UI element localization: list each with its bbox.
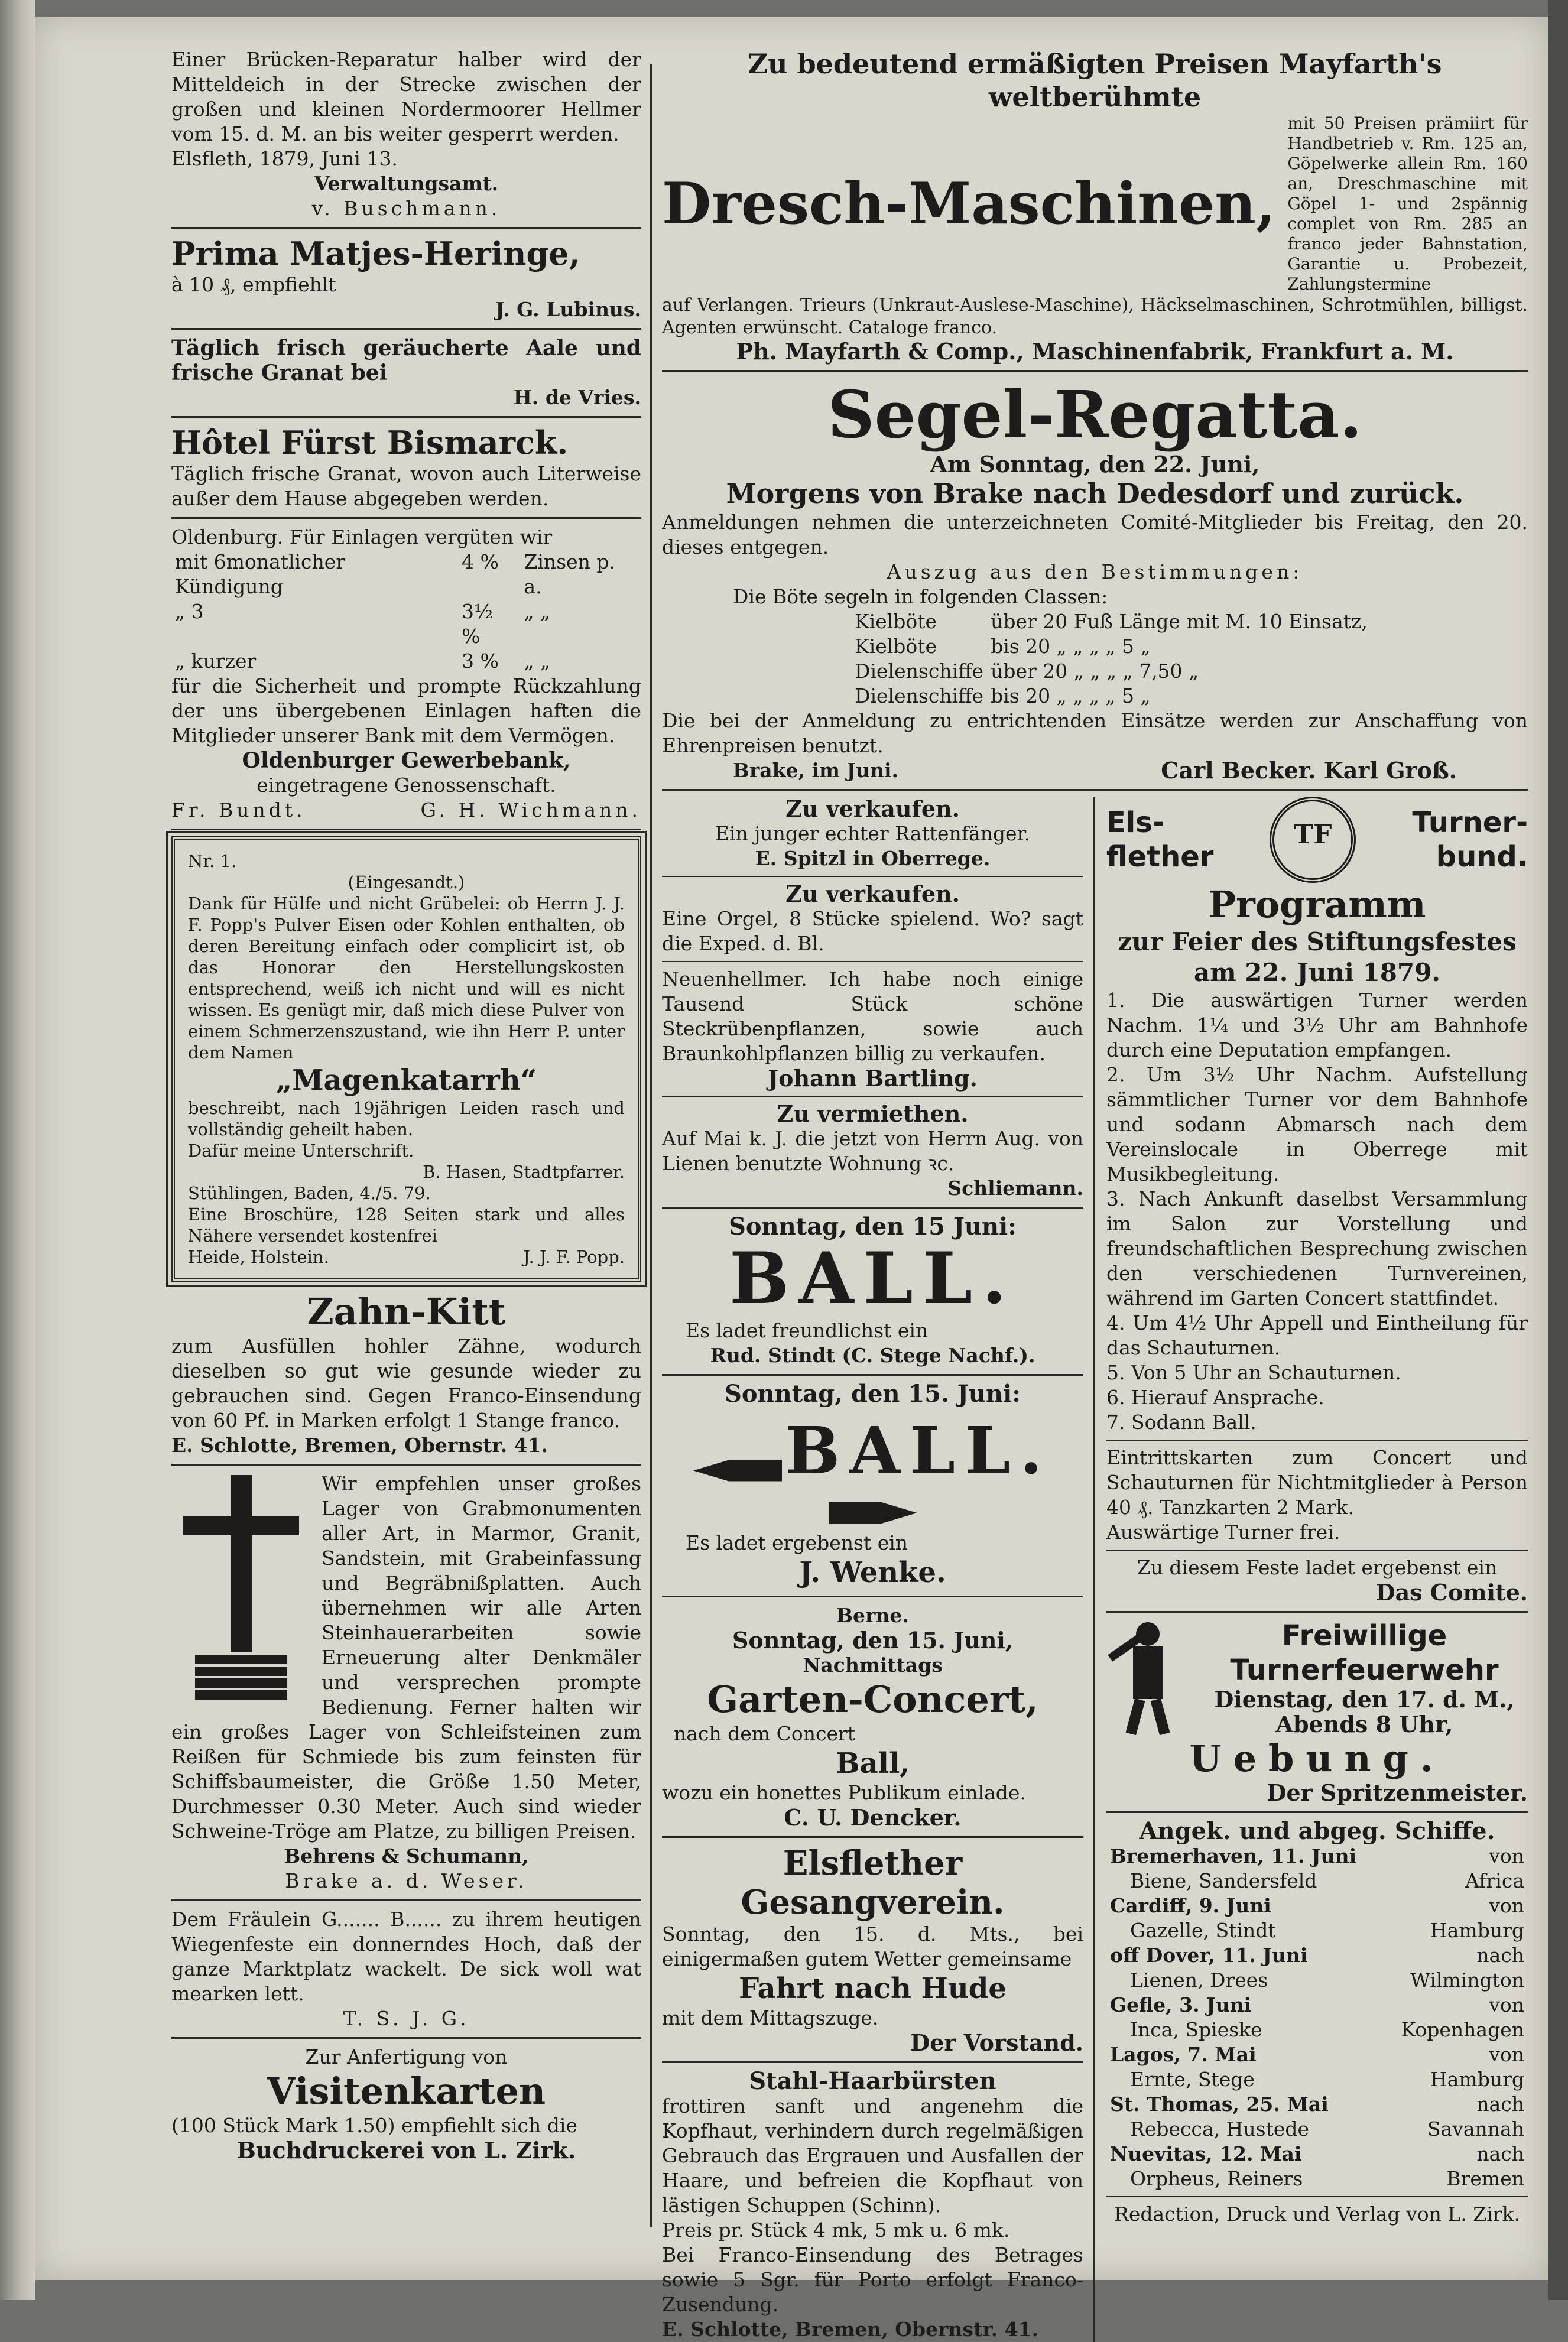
boxed-advert bbox=[171, 836, 641, 1282]
regatta-footer bbox=[662, 758, 1528, 783]
table-row bbox=[1106, 2166, 1528, 2191]
table-cell: Cardiff, 9. Juni bbox=[1110, 1894, 1271, 1917]
table-row bbox=[1106, 1869, 1528, 1893]
turner-header bbox=[1106, 797, 1528, 883]
boxed-foot1: Heide, Holstein. bbox=[188, 1247, 329, 1267]
bruecke-text: Einer Brücken-Reparatur halber wird der Mitteldeich in der Strecke zwischen der großen und kleinen Nordermoorer Hellmer vom 15. d. M. an bis weiter gesperrt werden. bbox=[171, 48, 641, 145]
bank-head: Oldenburg. Für Einlagen vergüten wir bbox=[171, 525, 553, 548]
table-cell: über 20 „ „ „ „ 7,50 „ bbox=[991, 660, 1199, 683]
table-cell: von bbox=[1489, 1993, 1524, 2016]
turner-right-words bbox=[1412, 805, 1528, 874]
bank-sig2: G. H. Wichmann. bbox=[420, 798, 641, 821]
turner-l2: flether bbox=[1106, 840, 1214, 873]
table-cell: mit 6monatlicher Kündigung bbox=[175, 550, 346, 598]
table-cell: Gazelle, Stindt bbox=[1130, 1919, 1276, 1942]
divider bbox=[171, 416, 641, 418]
page-edge-left bbox=[0, 0, 35, 2300]
fraeulein-text: Dem Fräulein G....... B...... zu ihrem heutigen Wiegenfeste ein donnerndes Hoch, daß der ganze Marktplatz wackelt. De sick woll wat mearken lett. bbox=[171, 1908, 641, 2005]
feuerwehr-t2: Turnerfeuerwehr bbox=[1230, 1654, 1499, 1687]
table-cell: Dielenschiffe bbox=[855, 684, 984, 707]
stahl-title: Stahl-Haarbürsten bbox=[749, 2067, 996, 2095]
feuerwehr-sign: Der Spritzenmeister. bbox=[1267, 1779, 1528, 1806]
ball2-date: Sonntag, den 15. Juni: bbox=[725, 1380, 1021, 1408]
regatta-text: Anmeldungen nehmen die unterzeichneten Comité-Mitglieder bis Freitag, den 20. dieses entgegen. bbox=[662, 511, 1528, 558]
vermiet-title: Zu vermiethen. bbox=[777, 1100, 969, 1127]
verkauf1-title: Zu verkaufen. bbox=[785, 795, 960, 822]
ball1-title: BALL. bbox=[729, 1237, 1017, 1320]
feuerwehr-time: Abends 8 Uhr, bbox=[1275, 1711, 1453, 1737]
divider bbox=[171, 517, 641, 519]
cross-icon bbox=[171, 1475, 313, 1700]
fraeulein-sign: T. S. J. G. bbox=[343, 2007, 470, 2030]
divider bbox=[171, 2037, 641, 2039]
boxed-sign: B. Hasen, Stadtpfarrer. bbox=[423, 1162, 625, 1182]
table-cell: Kielböte bbox=[855, 635, 937, 658]
stahl-text: frottiren sanft und angenehm die Kopfhaut, verhindern durch regelmäßigen Gebrauch das Ergrauen und Ausfallen der Haare, und befreien die Kopfhaut von lästigen Schuppen (Schinn). bbox=[662, 2094, 1083, 2217]
kitt-sign: E. Schlotte, Bremen, Obernstr. 41. bbox=[171, 1434, 548, 1457]
table-cell: von bbox=[1489, 2043, 1524, 2066]
boxed-thanks: Dafür meine Unterschrift. bbox=[188, 1141, 414, 1161]
ball1-sign: Rud. Stindt (C. Stege Nachf.). bbox=[710, 1344, 1035, 1367]
divider bbox=[662, 370, 1528, 372]
divider bbox=[1106, 1440, 1528, 1441]
newspaper-page bbox=[35, 17, 1548, 2341]
table-cell: von bbox=[1489, 1894, 1524, 1917]
turner-sign: Das Comite. bbox=[1375, 1579, 1528, 1606]
kitt-text: zum Ausfüllen hohler Zähne, wodurch dieselben so gut wie gesunde wieder zu gebrauchen sind. Gegen Franco-Einsendung von 60 Pf. in Marken erfolgt 1 Stange franco. bbox=[171, 1334, 641, 1432]
fireman-icon bbox=[1106, 1619, 1195, 1737]
boxed-text3: Eine Broschüre, 128 Seiten stark und alles Nähere versendet kostenfrei bbox=[188, 1204, 625, 1246]
column-left bbox=[171, 47, 641, 2163]
boxed-foot2: J. J. F. Popp. bbox=[523, 1247, 625, 1267]
table-cell: Lagos, 7. Mai bbox=[1110, 2043, 1257, 2066]
garten-title: Garten-Concert, bbox=[707, 1678, 1038, 1721]
kitt-title: Zahn-Kitt bbox=[307, 1290, 506, 1333]
table-cell: 3½ % bbox=[462, 600, 493, 648]
table-cell: Wilmington bbox=[1410, 1969, 1524, 1992]
gesang-with: mit dem Mittagszuge. bbox=[662, 2006, 879, 2029]
table-cell: bis 20 „ „ „ „ 5 „ bbox=[991, 635, 1151, 658]
garten-text: wozu ein honettes Publikum einlade. bbox=[662, 1781, 1026, 1804]
hotel-title: Hôtel Fürst Bismarck. bbox=[171, 424, 569, 462]
table-cell: „ kurzer bbox=[175, 649, 257, 673]
subcolumns bbox=[662, 797, 1528, 2342]
table-cell: Kopenhagen bbox=[1401, 2018, 1524, 2041]
matjes-line: à 10 ₰, empfiehlt bbox=[171, 273, 336, 296]
turner-item: 2. Um 3½ Uhr Nachm. Aufstellung sämmtlicher Turner vor dem Bahnhofe und sodann Abmarsch nach dem Vereinslocale in Oberrege mit Musikbegleitung. bbox=[1106, 1063, 1528, 1185]
turner-emblem-icon: TF bbox=[1270, 797, 1356, 883]
table-row bbox=[1106, 1918, 1528, 1943]
table-cell: von bbox=[1489, 1844, 1524, 1867]
gesang-sign: Der Vorstand. bbox=[910, 2029, 1083, 2056]
divider bbox=[1106, 1811, 1528, 1813]
garten-ball: Ball, bbox=[836, 1747, 910, 1780]
turner-item: 5. Von 5 Uhr an Schauturnen. bbox=[1106, 1361, 1401, 1384]
ball2-title: BALL. bbox=[785, 1412, 1052, 1489]
divider bbox=[662, 1836, 1083, 1838]
turner-r2: bund. bbox=[1436, 840, 1528, 873]
table-row bbox=[171, 649, 641, 674]
gesang-title: Elsflether Gesangverein. bbox=[741, 1844, 1005, 1922]
stahl-sign: E. Schlotte, Bremen, Obernstr. 41. bbox=[662, 2318, 1038, 2341]
divider bbox=[171, 829, 641, 830]
turner-sub: zur Feier des Stiftungsfestes bbox=[1118, 927, 1517, 956]
table-row bbox=[1106, 1993, 1528, 2018]
neuen-sign: Johann Bartling. bbox=[768, 1065, 978, 1092]
table-cell: nach bbox=[1476, 2093, 1524, 2116]
regatta-date: Am Sonntag, den 22. Juni, bbox=[930, 451, 1260, 478]
mayfarth-big: Dresch-Maschinen, bbox=[662, 170, 1276, 237]
column-rule bbox=[650, 64, 652, 2227]
regatta-text2: Die bei der Anmeldung zu entrichtenden Einsätze werden zur Anschaffung von Ehrenpreisen benutzt. bbox=[662, 709, 1528, 757]
boxed-title: „Magenkatarrh“ bbox=[275, 1064, 537, 1097]
visit-intro: Zur Anfertigung von bbox=[305, 2045, 508, 2068]
boxed-text2: beschreibt, nach 19jährigen Leiden rasch und vollständig geheilt haben. bbox=[188, 1098, 625, 1139]
gesang-text: Sonntag, den 15. d. Mts., bei einigermaßen gutem Wetter gemeinsame bbox=[662, 1922, 1083, 1970]
regatta-auszug: Auszug aus den Bestimmungen: bbox=[887, 560, 1303, 583]
bruecke-office: Verwaltungsamt. bbox=[314, 172, 499, 195]
turner-item: 7. Sodann Ball. bbox=[1106, 1411, 1257, 1434]
vermiet-sign: Schliemann. bbox=[947, 1177, 1083, 1200]
bruecke-date: Elsfleth, 1879, Juni 13. bbox=[171, 147, 398, 170]
aale-text: Täglich frisch geräucherte Aale und frische Granat bei bbox=[171, 336, 641, 385]
table-row bbox=[171, 550, 641, 599]
turner-item: 6. Hierauf Ansprache. bbox=[1106, 1386, 1324, 1409]
table-cell: Lienen, Drees bbox=[1130, 1969, 1268, 1992]
table-row bbox=[1106, 1943, 1528, 1968]
divider bbox=[1106, 1611, 1528, 1613]
divider bbox=[171, 328, 641, 330]
table-row bbox=[1106, 2092, 1528, 2117]
verkauf1-text: Ein junger echter Rattenfänger. bbox=[715, 822, 1031, 845]
table-row bbox=[1106, 2067, 1528, 2092]
boxed-no: Nr. 1. bbox=[188, 851, 237, 871]
divider bbox=[1106, 2196, 1528, 2197]
bank-name: Oldenburger Gewerbebank, bbox=[242, 748, 571, 773]
ball2-banner bbox=[662, 1407, 1083, 1531]
table-row bbox=[1106, 2142, 1528, 2166]
table-cell: nach bbox=[1476, 2142, 1524, 2165]
turner-l1: Els- bbox=[1106, 806, 1164, 839]
bank-sig1: Fr. Bundt. bbox=[171, 798, 306, 821]
boxed-text: Dank für Hülfe und nicht Grübelei: ob Herrn J. J. F. Popp's Pulver Eisen oder Kohlen enthalten, ob deren Bereitung einfach oder complicirt ist, ob das Honorar den Herstellungskosten entsprechend, weiß ich nicht und will es nicht wissen. Es genügt mir, daß mich diese Pulver von einem Schmerzenszustand, wie ihn Herr P. unter dem Namen bbox=[188, 894, 625, 1063]
table-cell: Hamburg bbox=[1430, 2068, 1524, 2091]
grab-place: Brake a. d. Weser. bbox=[285, 1869, 528, 1892]
regatta-place: Brake, im Juni. bbox=[733, 759, 899, 782]
table-cell: Rebecca, Hustede bbox=[1130, 2117, 1310, 2140]
table-row bbox=[851, 634, 1371, 659]
garten-time: Nachmittags bbox=[803, 1654, 943, 1677]
schiffe-title: Angek. und abgeg. Schiffe. bbox=[1139, 1817, 1495, 1845]
divider bbox=[662, 1096, 1083, 1097]
feuerwehr-text-block bbox=[1201, 1619, 1528, 1737]
divider bbox=[662, 2061, 1083, 2063]
divider bbox=[662, 1207, 1083, 1209]
table-cell: Biene, Sandersfeld bbox=[1130, 1869, 1317, 1892]
visit-text: (100 Stück Mark 1.50) empfiehlt sich die bbox=[171, 2114, 577, 2137]
table-cell: St. Thomas, 25. Mai bbox=[1110, 2093, 1329, 2116]
grab-text: Wir empfehlen unser großes Lager von Grabmonumenten aller Art, in Marmor, Granit, Sandstein, mit Grabeinfassung und Begräbnißplatten. Auch übernehmen wir alle Arten Steinhauerarbeiten sowie Erneuerung alter Denkmäler und versprechen prompte Bedienung. Ferner halten wir ein großes Lager von Schleifsteinen zum Reißen für Schmiede bis zum feinsten für Schiffsbaumeister, die Größe 1.50 Meter, Durchmesser 0.30 Meter. Auch sind wieder Schweine-Tröge am Platze, zu billigen Preisen. bbox=[171, 1472, 641, 1843]
table-cell: nach bbox=[1476, 1944, 1524, 1967]
table-row bbox=[1106, 2042, 1528, 2067]
divider bbox=[662, 1374, 1083, 1376]
table-cell: 3 % bbox=[462, 649, 499, 673]
divider bbox=[171, 227, 641, 229]
table-cell: bis 20 „ „ „ „ 5 „ bbox=[991, 684, 1151, 707]
boxed-footer bbox=[188, 1246, 625, 1268]
table-cell: über 20 Fuß Länge mit M. 10 Einsatz, bbox=[991, 610, 1368, 633]
table-cell: Savannah bbox=[1427, 2117, 1524, 2140]
mayfarth-text: auf Verlangen. Trieurs (Unkraut-Auslese-Maschine), Häckselmaschinen, Schrotmühlen, billigst. Agenten erwünscht. Cataloge franco. bbox=[662, 295, 1528, 338]
turner-item: 3. Nach Ankunft daselbst Versammlung im Salon zur Vorstellung und freundschaftlichen Besprechung zwischen den verschiedenen Turnvereinen, während im Garten Concert stattfindet. bbox=[1106, 1187, 1528, 1310]
mayfarth-title: Zu bedeutend ermäßigten Preisen Mayfarth's weltberühmte bbox=[748, 48, 1442, 113]
schiffe-table bbox=[1106, 1844, 1528, 2191]
bank-rates-table bbox=[171, 550, 641, 674]
table-cell: Nuevitas, 12. Mai bbox=[1110, 2142, 1302, 2165]
regatta-route: Morgens von Brake nach Dedesdorf und zurück. bbox=[726, 478, 1464, 509]
grab-sign: Behrens & Schumann, bbox=[284, 1844, 529, 1867]
table-cell: off Dover, 11. Juni bbox=[1110, 1944, 1308, 1967]
boxed-place: Stühlingen, Baden, 4./5. 79. bbox=[188, 1183, 431, 1203]
table-cell: Dielenschiffe bbox=[855, 660, 984, 683]
pointing-hand-icon bbox=[829, 1495, 917, 1531]
table-row bbox=[1106, 1893, 1528, 1918]
bruecke-sign: v. Buschmann. bbox=[311, 197, 501, 220]
turner-item: 4. Um 4½ Uhr Appell und Eintheilung für das Schauturnen. bbox=[1106, 1311, 1528, 1359]
ball2-sign: J. Wenke. bbox=[799, 1556, 946, 1589]
column-right bbox=[662, 47, 1528, 2342]
feuerwehr-t1: Freiwillige bbox=[1281, 1619, 1447, 1652]
garten-sign: C. U. Dencker. bbox=[784, 1804, 962, 1831]
garten-date: Sonntag, den 15. Juni, bbox=[732, 1627, 1014, 1654]
table-cell: Kielböte bbox=[855, 610, 937, 633]
table-row bbox=[1106, 1844, 1528, 1869]
table-row bbox=[851, 684, 1371, 709]
table-row bbox=[1106, 2117, 1528, 2142]
regatta-title: Segel-Regatta. bbox=[827, 376, 1362, 453]
table-cell: „ 3 bbox=[175, 600, 204, 623]
matjes-title: Prima Matjes-Heringe, bbox=[171, 235, 580, 272]
verkauf2-title: Zu verkaufen. bbox=[785, 881, 960, 907]
hotel-text: Täglich frische Granat, wovon auch Literweise außer dem Hause abgegeben werden. bbox=[171, 462, 641, 510]
feuerwehr-advert bbox=[1106, 1619, 1528, 1737]
table-cell: Gefle, 3. Juni bbox=[1110, 1993, 1252, 2016]
pointing-hand-icon bbox=[693, 1453, 782, 1489]
ball1-date: Sonntag, den 15 Juni: bbox=[728, 1213, 1017, 1240]
turner-entry: Eintrittskarten zum Concert und Schauturnen für Nichtmitglieder à Person 40 ₰. Tanzkarten 2 Mark. bbox=[1106, 1446, 1528, 1519]
stahl-price: Preis pr. Stück 4 mk, 5 mk u. 6 mk. bbox=[662, 2218, 1010, 2242]
schiffe-foot: Redaction, Druck und Verlag von L. Zirk. bbox=[1114, 2203, 1520, 2226]
feuerwehr-date: Dienstag, den 17. d. M., bbox=[1214, 1686, 1515, 1713]
turner-date: am 22. Juni 1879. bbox=[1193, 958, 1440, 987]
table-cell: 4 % bbox=[462, 550, 499, 573]
garten-place: Berne. bbox=[836, 1604, 909, 1627]
table-cell: Orpheus, Reiners bbox=[1130, 2167, 1303, 2190]
subcolumn-right bbox=[1106, 797, 1528, 2342]
aale-sign: H. de Vries. bbox=[513, 386, 641, 409]
table-cell: Hamburg bbox=[1430, 1919, 1524, 1942]
turner-left-words bbox=[1106, 805, 1213, 874]
boxed-eing: (Eingesandt.) bbox=[348, 872, 465, 892]
table-cell: Bremen bbox=[1446, 2167, 1524, 2190]
table-row bbox=[171, 599, 641, 649]
page-edge-right bbox=[1548, 0, 1568, 2300]
table-cell: Zinsen p. a. bbox=[524, 550, 616, 598]
ball2-text: Es ladet ergebenst ein bbox=[686, 1531, 908, 1554]
table-row bbox=[851, 609, 1371, 634]
vermiet-text: Auf Mai k. J. die jetzt von Herrn Aug. von Lienen benutzte Wohnung ꝛc. bbox=[662, 1127, 1083, 1175]
divider bbox=[171, 1464, 641, 1466]
mayfarth-body bbox=[662, 113, 1528, 294]
divider bbox=[662, 961, 1083, 962]
turner-free: Auswärtige Turner frei. bbox=[1106, 1521, 1340, 1544]
regatta-intro: Die Böte segeln in folgenden Classen: bbox=[733, 585, 1108, 608]
ball1-text: Es ladet freundlichst ein bbox=[686, 1319, 929, 1342]
divider bbox=[171, 1899, 641, 1901]
table-row bbox=[1106, 2018, 1528, 2042]
divider bbox=[662, 876, 1083, 877]
table-cell: „ „ bbox=[524, 649, 551, 673]
verkauf2-text: Eine Orgel, 8 Stücke spielend. Wo? sagt die Exped. d. Bl. bbox=[662, 907, 1083, 955]
mayfarth-side: mit 50 Preisen prämiirt für Handbetrieb v. Rm. 125 an, Göpelwerke allein Rm. 160 an, Dreschmaschine mit Göpel 1- und 2spännig complet von Rm. 285 an franco jeder Bahnstation, Garantie u. Probezeit, Zahlungstermine bbox=[1287, 113, 1528, 294]
stahl-text2: Bei Franco-Einsendung des Betrages sowie 5 Sgr. für Porto erfolgt Franco-Zusendung. bbox=[662, 2243, 1083, 2316]
turner-r1: Turner- bbox=[1412, 806, 1528, 839]
turner-invite: Zu diesem Feste ladet ergebenst ein bbox=[1137, 1556, 1498, 1579]
table-cell: „ „ bbox=[524, 600, 551, 623]
table-cell: Ernte, Stege bbox=[1130, 2068, 1255, 2091]
grab-advert bbox=[171, 1472, 641, 1893]
divider bbox=[662, 1596, 1083, 1597]
divider bbox=[1106, 1550, 1528, 1551]
table-cell: Bremerhaven, 11. Juni bbox=[1110, 1844, 1357, 1867]
neuen-text: Neuenhellmer. Ich habe noch einige Tausend Stück schöne Steckrübenpflanzen, sowie auch Braunkohlpflanzen billig zu verkaufen. bbox=[662, 967, 1083, 1065]
matjes-sign: J. G. Lubinus. bbox=[495, 298, 641, 321]
bank-sub: eingetragene Genossenschaft. bbox=[257, 774, 556, 797]
mayfarth-sign: Ph. Mayfarth & Comp., Maschinenfabrik, Frankfurt a. M. bbox=[736, 338, 1454, 365]
regatta-classes-table bbox=[851, 609, 1371, 709]
divider bbox=[662, 789, 1528, 791]
gesang-trip: Fahrt nach Hude bbox=[739, 1972, 1007, 2005]
table-cell: Africa bbox=[1465, 1869, 1524, 1892]
verkauf1-sign: E. Spitzl in Oberrege. bbox=[755, 847, 991, 870]
table-row bbox=[851, 659, 1371, 684]
turner-item: 1. Die auswärtigen Turner werden Nachm. 1¼ und 3½ Uhr am Bahnhofe durch eine Deputation empfangen. bbox=[1106, 989, 1528, 1061]
bank-signatures bbox=[171, 798, 641, 823]
bank-text: für die Sicherheit und prompte Rückzahlung der uns übergebenen Einlagen haften die Mitglieder unserer Bank mit dem Vermögen. bbox=[171, 674, 641, 747]
subcolumn-left bbox=[662, 797, 1095, 2342]
visit-title: Visitenkarten bbox=[267, 2070, 546, 2113]
garten-after: nach dem Concert bbox=[674, 1722, 856, 1745]
table-cell: Inca, Spieske bbox=[1130, 2018, 1262, 2041]
feuerwehr-title: Uebung. bbox=[1189, 1737, 1445, 1780]
turner-title: Programm bbox=[1208, 883, 1426, 926]
table-row bbox=[1106, 1968, 1528, 1993]
visit-sign: Buchdruckerei von L. Zirk. bbox=[236, 2137, 576, 2164]
regatta-sign: Carl Becker. Karl Groß. bbox=[1161, 757, 1457, 784]
